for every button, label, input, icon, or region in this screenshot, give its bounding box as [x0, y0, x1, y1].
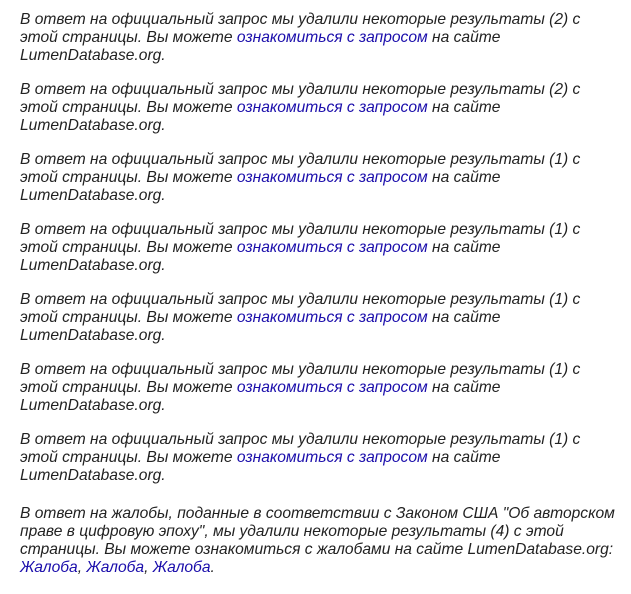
notice-text-end: на сайте LumenDatabase.org. [20, 99, 501, 134]
view-request-link[interactable]: ознакомиться с запросом [236, 29, 428, 46]
removal-notice [20, 151, 620, 205]
complaint-link[interactable]: Жалоба [20, 559, 78, 576]
notice-text: В ответ на официальный запрос мы удалили некоторые результаты (1) с этой страницы. Вы можете [20, 151, 581, 186]
view-request-link[interactable]: ознакомиться с запросом [236, 379, 428, 396]
notice-text: В ответ на официальный запрос мы удалили некоторые результаты (1) с этой страницы. Вы можете [20, 361, 581, 396]
notice-text-end: на сайте LumenDatabase.org. [20, 379, 501, 414]
removal-notice [20, 431, 620, 485]
notice-text: В ответ на официальный запрос мы удалили некоторые результаты (2) с этой страницы. Вы можете [20, 81, 581, 116]
link-separator: , [77, 559, 87, 576]
dmca-notice-end: . [210, 559, 215, 576]
removal-notice [20, 11, 620, 65]
view-request-link[interactable]: ознакомиться с запросом [236, 169, 428, 186]
removal-notices [20, 11, 620, 593]
notice-text-end: на сайте LumenDatabase.org. [20, 309, 501, 344]
complaint-link[interactable]: Жалоба [86, 559, 145, 576]
notice-text: В ответ на официальный запрос мы удалили некоторые результаты (2) с этой страницы. Вы можете [20, 11, 581, 46]
view-request-link[interactable]: ознакомиться с запросом [236, 309, 428, 326]
view-request-link[interactable]: ознакомиться с запросом [236, 449, 428, 466]
notice-text-end: на сайте LumenDatabase.org. [20, 449, 501, 484]
notice-text: В ответ на официальный запрос мы удалили некоторые результаты (1) с этой страницы. Вы можете [20, 431, 581, 466]
complaint-link[interactable]: Жалоба [152, 559, 211, 576]
notice-text: В ответ на официальный запрос мы удалили некоторые результаты (1) с этой страницы. Вы можете [20, 291, 581, 326]
view-request-link[interactable]: ознакомиться с запросом [236, 99, 428, 116]
removal-notice [20, 361, 620, 415]
notice-text-end: на сайте LumenDatabase.org. [20, 239, 501, 274]
link-separator: , [144, 559, 153, 576]
dmca-notice-text: В ответ на жалобы, поданные в соответствии с Законом США "Об авторском праве в цифровую эпоху", мы удалили некоторые результаты (4) с этой страницы. Вы можете ознакомиться с жалобами на сайте LumenDatabase.org: [20, 505, 615, 558]
removal-notice [20, 81, 620, 135]
notice-text-end: на сайте LumenDatabase.org. [20, 169, 501, 204]
removal-notice [20, 221, 620, 275]
dmca-notice [20, 505, 620, 577]
notice-text-end: на сайте LumenDatabase.org. [20, 29, 501, 64]
notice-text: В ответ на официальный запрос мы удалили некоторые результаты (1) с этой страницы. Вы можете [20, 221, 581, 256]
removal-notice [20, 291, 620, 345]
view-request-link[interactable]: ознакомиться с запросом [236, 239, 428, 256]
